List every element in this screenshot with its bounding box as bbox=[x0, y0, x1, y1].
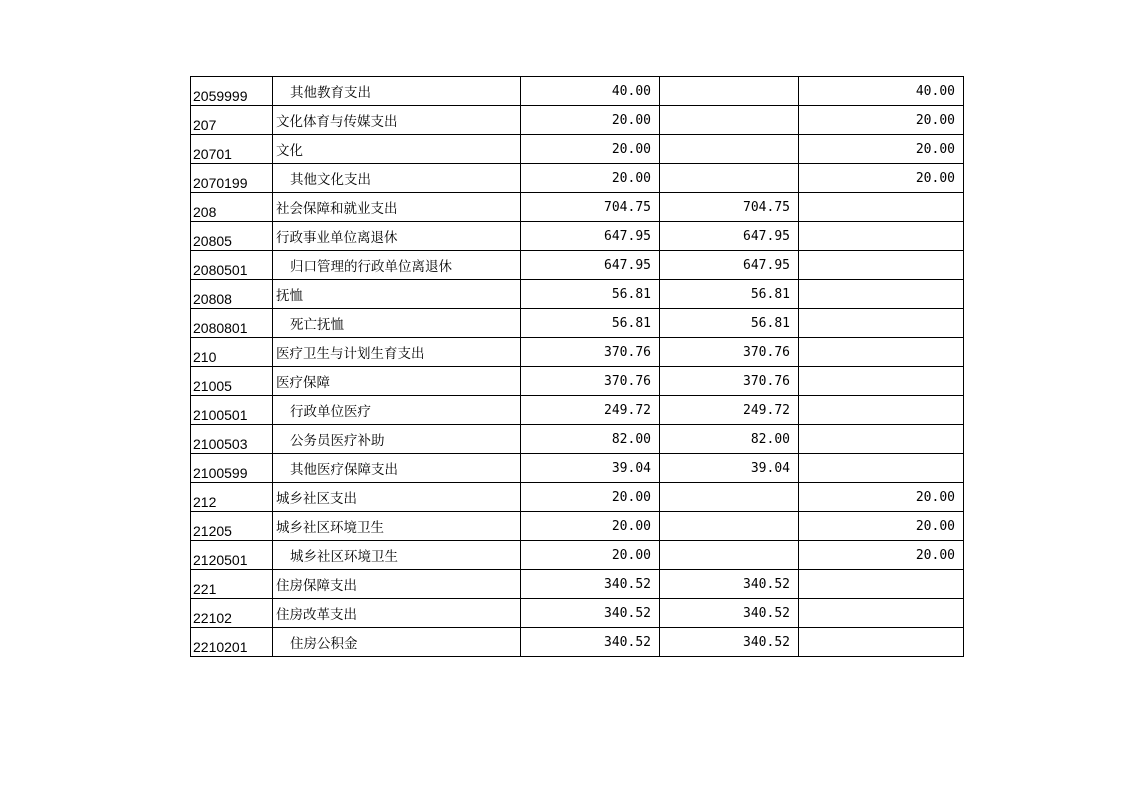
basic-expenditure-cell bbox=[660, 135, 799, 164]
project-expenditure-cell: 20.00 bbox=[799, 541, 964, 570]
category-code-cell: 21005 bbox=[191, 367, 273, 396]
category-name-cell: 城乡社区环境卫生 bbox=[273, 541, 521, 570]
basic-expenditure-cell bbox=[660, 483, 799, 512]
total-amount-cell: 370.76 bbox=[521, 338, 660, 367]
category-name-cell: 城乡社区支出 bbox=[273, 483, 521, 512]
category-code-cell: 2080801 bbox=[191, 309, 273, 338]
project-expenditure-cell: 40.00 bbox=[799, 77, 964, 106]
basic-expenditure-cell bbox=[660, 77, 799, 106]
project-expenditure-cell bbox=[799, 396, 964, 425]
total-amount-cell: 56.81 bbox=[521, 309, 660, 338]
project-expenditure-cell bbox=[799, 425, 964, 454]
expenditure-table bbox=[190, 76, 964, 657]
total-amount-cell: 704.75 bbox=[521, 193, 660, 222]
table-row bbox=[191, 164, 964, 193]
category-name-cell: 死亡抚恤 bbox=[273, 309, 521, 338]
category-name-cell: 文化体育与传媒支出 bbox=[273, 106, 521, 135]
total-amount-cell: 647.95 bbox=[521, 222, 660, 251]
category-name-cell: 归口管理的行政单位离退休 bbox=[273, 251, 521, 280]
project-expenditure-cell bbox=[799, 251, 964, 280]
total-amount-cell: 20.00 bbox=[521, 512, 660, 541]
table-row bbox=[191, 483, 964, 512]
basic-expenditure-cell: 647.95 bbox=[660, 251, 799, 280]
basic-expenditure-cell bbox=[660, 541, 799, 570]
project-expenditure-cell: 20.00 bbox=[799, 135, 964, 164]
total-amount-cell: 340.52 bbox=[521, 599, 660, 628]
basic-expenditure-cell: 370.76 bbox=[660, 338, 799, 367]
table-row bbox=[191, 599, 964, 628]
category-code-cell: 2100503 bbox=[191, 425, 273, 454]
total-amount-cell: 20.00 bbox=[521, 541, 660, 570]
basic-expenditure-cell: 340.52 bbox=[660, 599, 799, 628]
project-expenditure-cell bbox=[799, 628, 964, 657]
project-expenditure-cell: 20.00 bbox=[799, 483, 964, 512]
category-name-cell: 城乡社区环境卫生 bbox=[273, 512, 521, 541]
basic-expenditure-cell: 39.04 bbox=[660, 454, 799, 483]
total-amount-cell: 40.00 bbox=[521, 77, 660, 106]
total-amount-cell: 20.00 bbox=[521, 135, 660, 164]
category-name-cell: 其他文化支出 bbox=[273, 164, 521, 193]
category-code-cell: 2100599 bbox=[191, 454, 273, 483]
table-row bbox=[191, 425, 964, 454]
category-code-cell: 207 bbox=[191, 106, 273, 135]
project-expenditure-cell bbox=[799, 193, 964, 222]
table-row bbox=[191, 309, 964, 338]
project-expenditure-cell: 20.00 bbox=[799, 164, 964, 193]
category-code-cell: 20805 bbox=[191, 222, 273, 251]
project-expenditure-cell bbox=[799, 280, 964, 309]
basic-expenditure-cell bbox=[660, 106, 799, 135]
table-row bbox=[191, 106, 964, 135]
table-row bbox=[191, 193, 964, 222]
category-name-cell: 医疗卫生与计划生育支出 bbox=[273, 338, 521, 367]
category-name-cell: 其他医疗保障支出 bbox=[273, 454, 521, 483]
total-amount-cell: 249.72 bbox=[521, 396, 660, 425]
total-amount-cell: 340.52 bbox=[521, 628, 660, 657]
category-code-cell: 2080501 bbox=[191, 251, 273, 280]
basic-expenditure-cell: 370.76 bbox=[660, 367, 799, 396]
table-row bbox=[191, 77, 964, 106]
category-code-cell: 208 bbox=[191, 193, 273, 222]
total-amount-cell: 647.95 bbox=[521, 251, 660, 280]
project-expenditure-cell bbox=[799, 222, 964, 251]
table-row bbox=[191, 251, 964, 280]
category-code-cell: 20808 bbox=[191, 280, 273, 309]
basic-expenditure-cell: 56.81 bbox=[660, 280, 799, 309]
basic-expenditure-cell: 340.52 bbox=[660, 570, 799, 599]
basic-expenditure-cell bbox=[660, 512, 799, 541]
category-name-cell: 其他教育支出 bbox=[273, 77, 521, 106]
total-amount-cell: 56.81 bbox=[521, 280, 660, 309]
project-expenditure-cell bbox=[799, 367, 964, 396]
table-row bbox=[191, 338, 964, 367]
basic-expenditure-cell: 249.72 bbox=[660, 396, 799, 425]
basic-expenditure-cell: 56.81 bbox=[660, 309, 799, 338]
total-amount-cell: 20.00 bbox=[521, 483, 660, 512]
category-name-cell: 医疗保障 bbox=[273, 367, 521, 396]
category-code-cell: 21205 bbox=[191, 512, 273, 541]
category-name-cell: 住房改革支出 bbox=[273, 599, 521, 628]
category-name-cell: 行政单位医疗 bbox=[273, 396, 521, 425]
category-name-cell: 抚恤 bbox=[273, 280, 521, 309]
category-code-cell: 2100501 bbox=[191, 396, 273, 425]
table-row bbox=[191, 628, 964, 657]
category-code-cell: 2210201 bbox=[191, 628, 273, 657]
total-amount-cell: 20.00 bbox=[521, 164, 660, 193]
project-expenditure-cell bbox=[799, 599, 964, 628]
category-code-cell: 221 bbox=[191, 570, 273, 599]
project-expenditure-cell bbox=[799, 454, 964, 483]
category-name-cell: 住房保障支出 bbox=[273, 570, 521, 599]
table-row bbox=[191, 396, 964, 425]
table-row bbox=[191, 222, 964, 251]
project-expenditure-cell bbox=[799, 309, 964, 338]
basic-expenditure-cell: 647.95 bbox=[660, 222, 799, 251]
category-name-cell: 公务员医疗补助 bbox=[273, 425, 521, 454]
basic-expenditure-cell: 340.52 bbox=[660, 628, 799, 657]
basic-expenditure-cell bbox=[660, 164, 799, 193]
category-name-cell: 住房公积金 bbox=[273, 628, 521, 657]
category-name-cell: 行政事业单位离退休 bbox=[273, 222, 521, 251]
category-code-cell: 2120501 bbox=[191, 541, 273, 570]
table-body bbox=[191, 77, 964, 657]
category-name-cell: 社会保障和就业支出 bbox=[273, 193, 521, 222]
total-amount-cell: 340.52 bbox=[521, 570, 660, 599]
table-row bbox=[191, 454, 964, 483]
category-code-cell: 22102 bbox=[191, 599, 273, 628]
project-expenditure-cell bbox=[799, 338, 964, 367]
basic-expenditure-cell: 82.00 bbox=[660, 425, 799, 454]
category-code-cell: 210 bbox=[191, 338, 273, 367]
table-row bbox=[191, 135, 964, 164]
table-row bbox=[191, 280, 964, 309]
category-code-cell: 2070199 bbox=[191, 164, 273, 193]
total-amount-cell: 20.00 bbox=[521, 106, 660, 135]
project-expenditure-cell bbox=[799, 570, 964, 599]
total-amount-cell: 82.00 bbox=[521, 425, 660, 454]
total-amount-cell: 39.04 bbox=[521, 454, 660, 483]
project-expenditure-cell: 20.00 bbox=[799, 106, 964, 135]
project-expenditure-cell: 20.00 bbox=[799, 512, 964, 541]
table-row bbox=[191, 570, 964, 599]
table-row bbox=[191, 367, 964, 396]
basic-expenditure-cell: 704.75 bbox=[660, 193, 799, 222]
table-row bbox=[191, 541, 964, 570]
table-row bbox=[191, 512, 964, 541]
category-code-cell: 2059999 bbox=[191, 77, 273, 106]
category-code-cell: 20701 bbox=[191, 135, 273, 164]
total-amount-cell: 370.76 bbox=[521, 367, 660, 396]
category-code-cell: 212 bbox=[191, 483, 273, 512]
category-name-cell: 文化 bbox=[273, 135, 521, 164]
